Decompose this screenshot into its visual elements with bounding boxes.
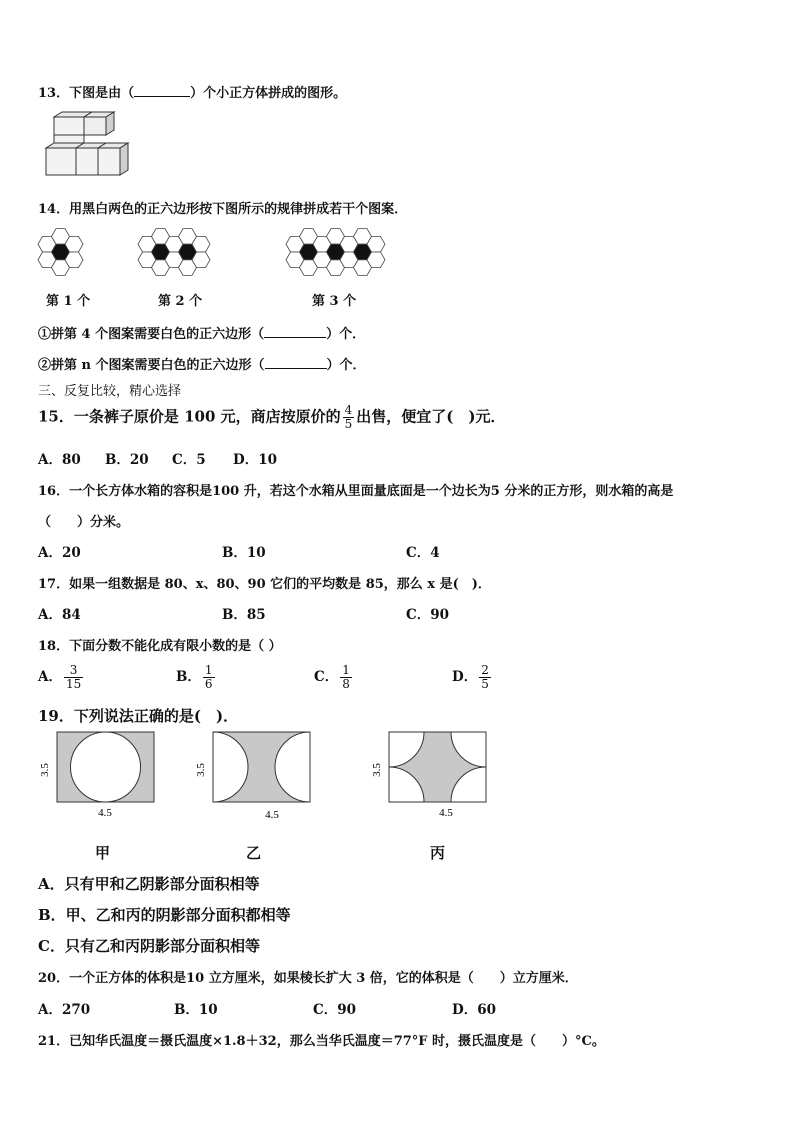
white-hexagon xyxy=(192,252,210,268)
q18-option-b-numerator: 1 xyxy=(204,663,213,677)
section-heading-3: 三、反复比较，精心选择 xyxy=(38,384,182,399)
figure-jia-height-label: 3.5 xyxy=(39,763,51,777)
q19-option-a[interactable]: A．只有甲和乙阴影部分面积相等 xyxy=(38,875,260,893)
q14-sub1-answer-blank[interactable] xyxy=(264,325,326,338)
cube-stack-figure xyxy=(40,112,135,178)
q15-option-d[interactable]: D．10 xyxy=(233,452,277,468)
q15-fraction-denominator: 5 xyxy=(344,417,353,431)
q18-option-a-fraction xyxy=(64,664,83,691)
question-16-line1: 16．一个长方体水箱的容积是100 升，若这个水箱从里面量底面是一个边长为5 分米的正方形，则水箱的高是 xyxy=(38,484,674,499)
q15-text-post: 出售，便宜了( )元． xyxy=(356,407,506,426)
q15-text-pre: 15．一条裤子原价是 100 元，商店按原价的 xyxy=(38,407,341,426)
white-hexagon xyxy=(192,236,210,252)
question-13 xyxy=(38,82,346,101)
question-15 xyxy=(38,404,505,431)
q18-option-b-label: B． xyxy=(176,669,201,685)
figure-bing-width-label: 4.5 xyxy=(439,807,453,819)
q18-option-c-numerator: 1 xyxy=(342,663,350,677)
q14-sub1-text-post: ）个． xyxy=(326,327,366,342)
q15-option-a[interactable]: A．80 xyxy=(38,452,81,468)
q18-option-b-fraction xyxy=(203,664,215,691)
q17-option-b[interactable]: B．85 xyxy=(222,607,266,623)
question-14: 14．用黑白两色的正六边形按下图所示的规律拼成若干个图案． xyxy=(38,202,408,217)
q16-option-b[interactable]: B．10 xyxy=(222,545,266,561)
q18-option-a-label: A． xyxy=(38,669,62,685)
q14-sub1-text-pre: ①拼第 4 个图案需要白色的正六边形（ xyxy=(38,327,265,342)
figure-jia-width-label: 4.5 xyxy=(98,807,112,819)
q14-sub2-answer-blank[interactable] xyxy=(265,356,327,369)
q15-option-b[interactable]: B．20 xyxy=(105,452,149,468)
pattern-caption-1: 第 1 个 xyxy=(46,294,91,309)
q18-option-d-denominator: 5 xyxy=(481,677,489,691)
figure-yi-width-label: 4.5 xyxy=(265,809,279,821)
q16-option-a[interactable]: A．20 xyxy=(38,545,81,561)
q19-option-c[interactable]: C．只有乙和丙阴影部分面积相等 xyxy=(38,937,260,955)
q17-option-a[interactable]: A．84 xyxy=(38,607,81,623)
q14-sub2 xyxy=(38,354,366,373)
q18-option-c-fraction xyxy=(340,664,352,691)
q18-option-d-label: D． xyxy=(452,669,478,685)
q18-option-a[interactable] xyxy=(38,664,85,691)
white-hexagon xyxy=(65,236,83,252)
q14-sub2-text-pre: ②拼第 n 个图案需要白色的正六边形（ xyxy=(38,358,265,373)
q18-option-a-denominator: 15 xyxy=(65,677,82,691)
q17-option-c[interactable]: C．90 xyxy=(406,607,450,623)
hexagon-pattern-2 xyxy=(138,226,224,280)
q13-text-pre: 下图是由（ xyxy=(69,86,135,101)
q18-option-d-numerator: 2 xyxy=(481,663,489,677)
q18-option-b[interactable] xyxy=(176,664,217,691)
hexagon-pattern-3 xyxy=(286,226,404,280)
q14-sub1 xyxy=(38,323,365,342)
q18-option-d[interactable] xyxy=(452,664,493,691)
white-hexagon xyxy=(65,252,83,268)
figure-bing xyxy=(372,730,492,822)
q20-option-d[interactable]: D．60 xyxy=(452,1002,496,1018)
q18-option-a-numerator: 3 xyxy=(64,664,83,678)
q18-option-c-denominator: 8 xyxy=(342,677,350,691)
figure-yi xyxy=(196,730,316,822)
question-17: 17．如果一组数据是 80、x、80、90 它们的平均数是 85，那么 x 是( )． xyxy=(38,577,491,592)
white-hexagon xyxy=(367,236,385,252)
q14-sub2-text-post: ）个． xyxy=(326,358,366,373)
question-19: 19．下列说法正确的是( )． xyxy=(38,707,239,725)
q20-option-a[interactable]: A．270 xyxy=(38,1002,91,1018)
q18-option-c-label: C． xyxy=(314,669,339,685)
q15-fraction-numerator: 4 xyxy=(344,403,353,417)
q15-fraction xyxy=(343,404,355,431)
pattern-caption-2: 第 2 个 xyxy=(158,294,203,309)
figure-bing-name: 丙 xyxy=(430,844,446,862)
hexagon-pattern-1 xyxy=(38,226,92,280)
figure-yi-height-label: 3.5 xyxy=(195,763,207,777)
question-16-line2: （ ）分米。 xyxy=(38,515,130,530)
q15-option-c[interactable]: C．5 xyxy=(172,452,206,468)
pattern-caption-3: 第 3 个 xyxy=(312,294,357,309)
question-18: 18．下面分数不能化成有限小数的是（ ） xyxy=(38,639,282,654)
figure-jia-name: 甲 xyxy=(95,844,111,862)
figure-jia xyxy=(40,730,160,820)
figure-yi-name: 乙 xyxy=(246,844,262,862)
q18-option-c[interactable] xyxy=(314,664,354,691)
q13-answer-blank[interactable] xyxy=(134,84,190,97)
white-hexagon xyxy=(367,252,385,268)
question-20: 20．一个正方体的体积是10 立方厘米，如果棱长扩大 3 倍，它的体积是（ ）立方厘米． xyxy=(38,971,578,986)
q20-option-c[interactable]: C．90 xyxy=(313,1002,357,1018)
q13-text-post: ）个小正方体拼成的图形。 xyxy=(190,86,347,101)
figure-bing-height-label: 3.5 xyxy=(371,763,383,777)
q18-option-d-fraction xyxy=(479,664,491,691)
question-21: 21．已知华氏温度＝摄氏温度×1.8＋32，那么当华氏温度＝77°F 时，摄氏温度是（ ）°C。 xyxy=(38,1034,605,1049)
q13-number: 13． xyxy=(38,86,70,101)
q20-option-b[interactable]: B．10 xyxy=(174,1002,218,1018)
q19-option-b[interactable]: B．甲、乙和丙的阴影部分面积都相等 xyxy=(38,906,291,924)
q18-option-b-denominator: 6 xyxy=(204,677,213,691)
q16-option-c[interactable]: C．4 xyxy=(406,545,440,561)
